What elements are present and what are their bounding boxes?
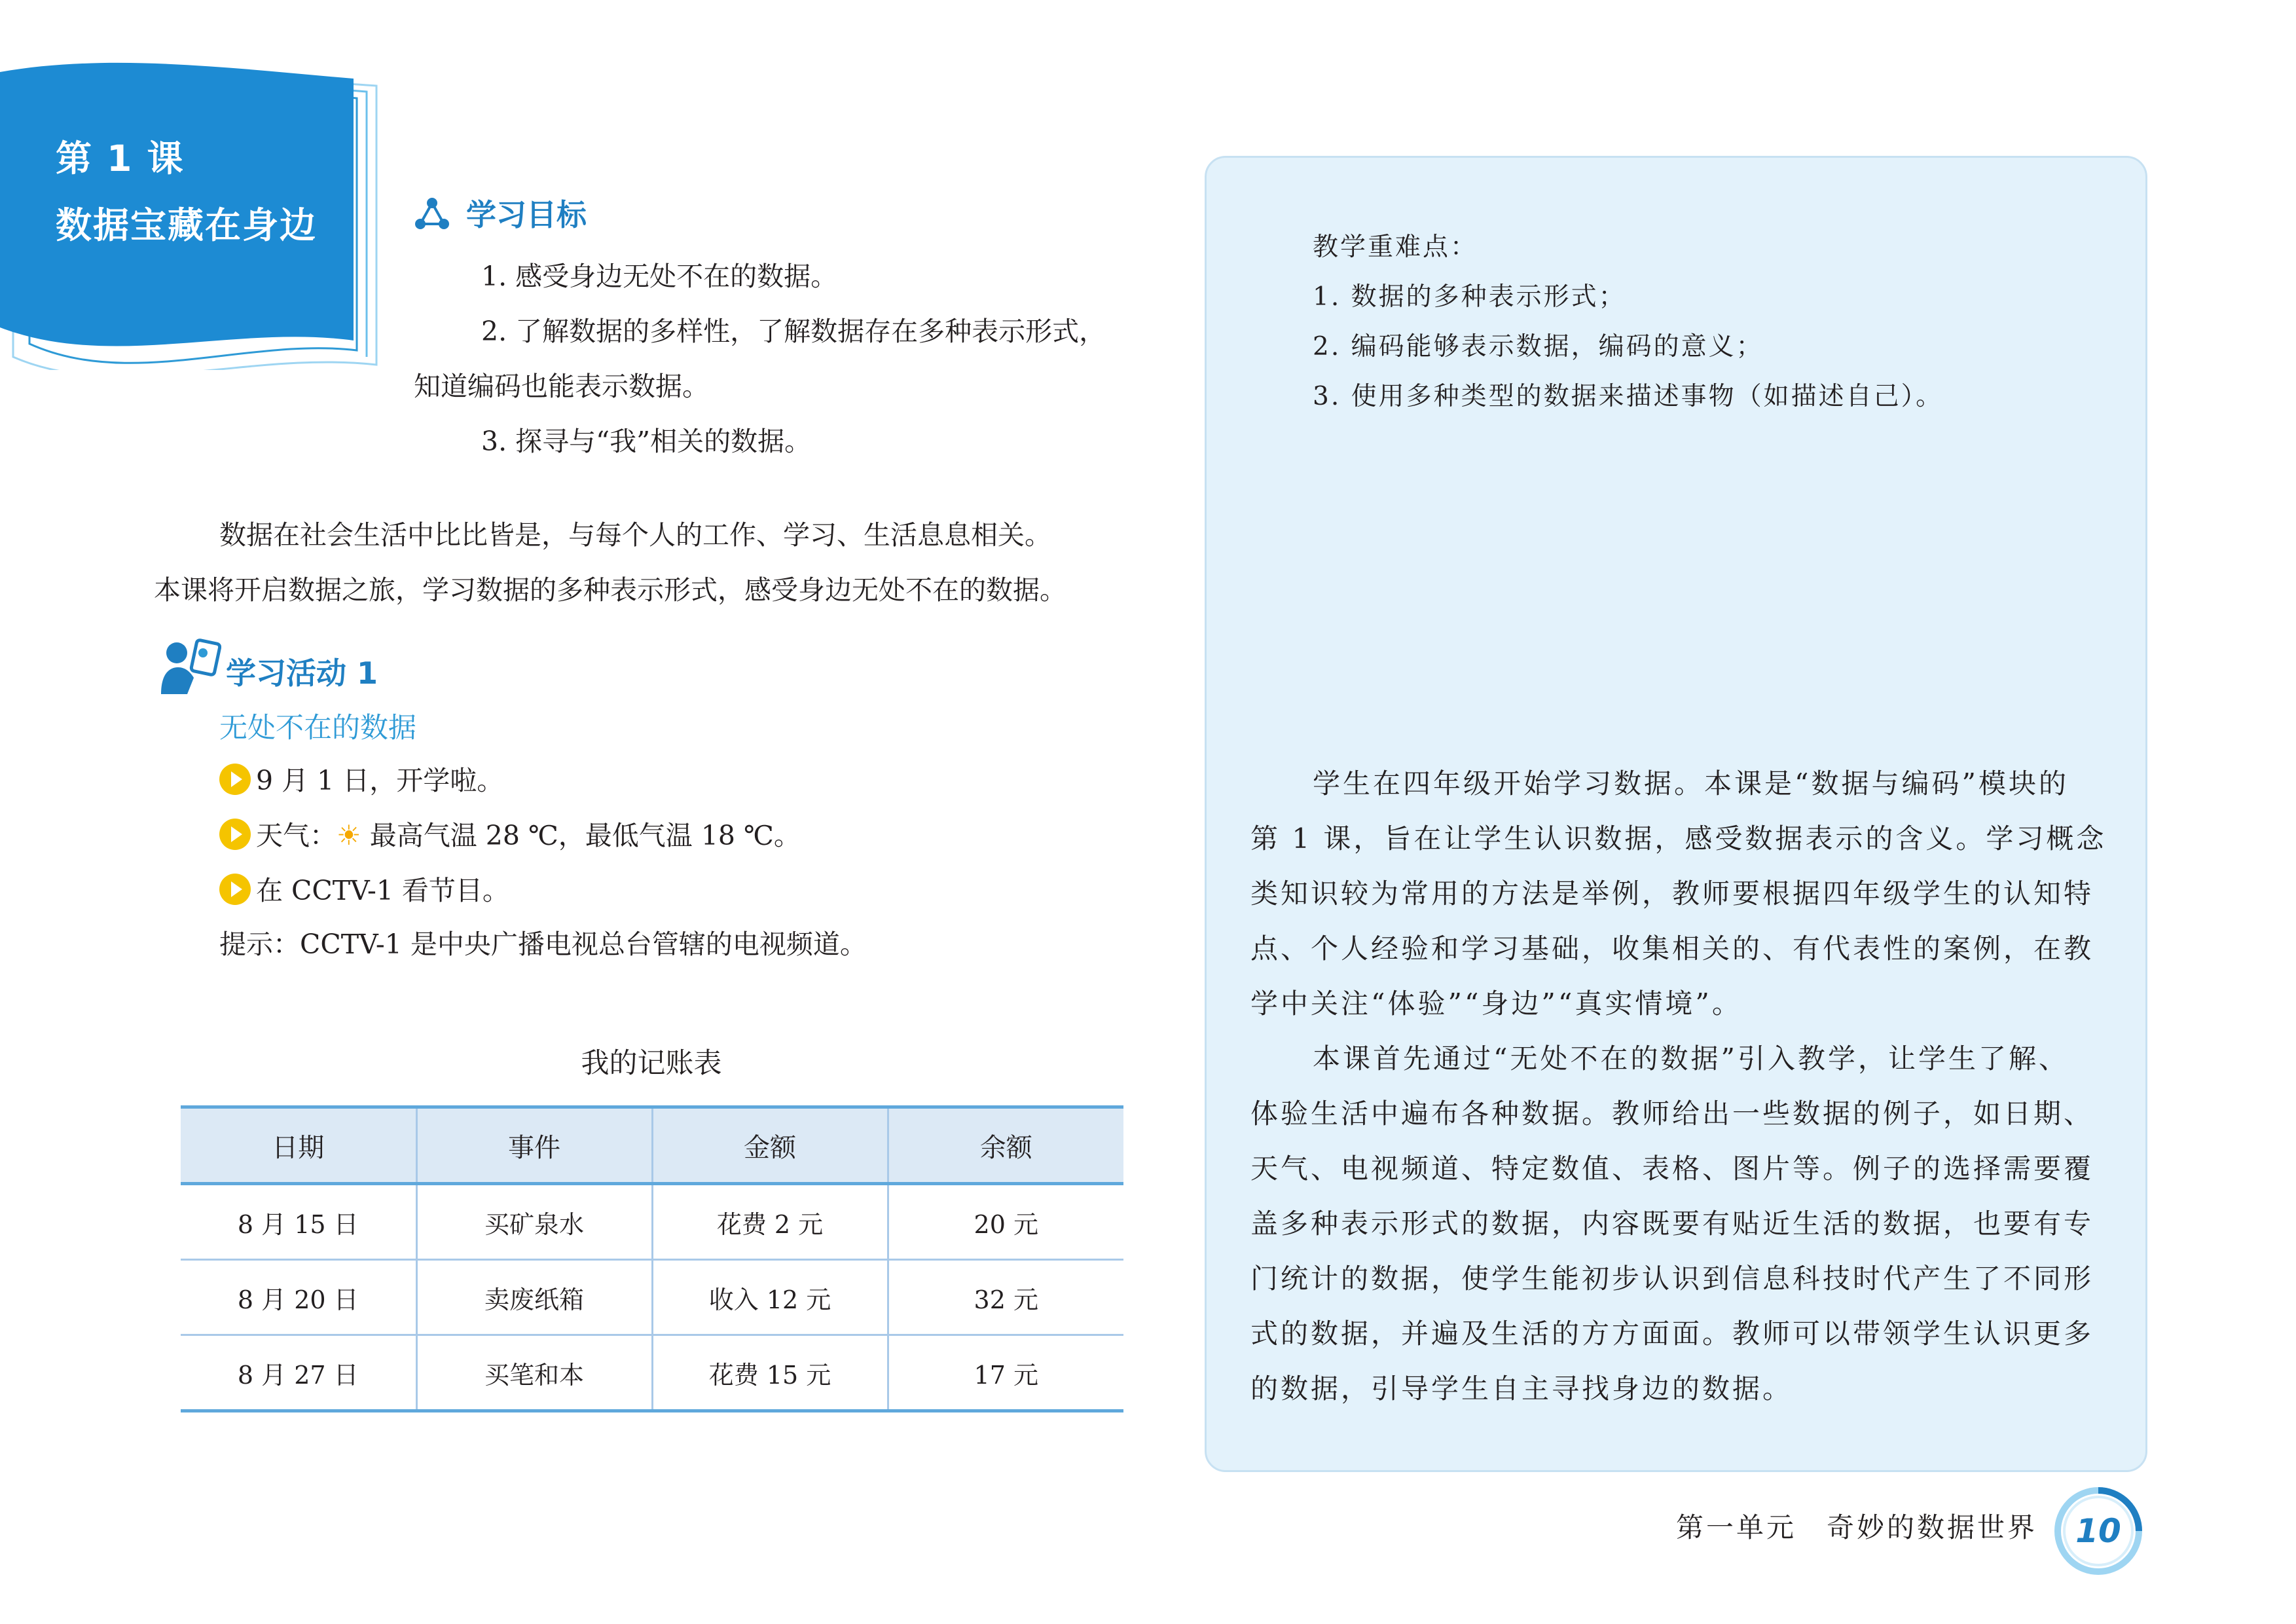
cell-balance: 20 元 bbox=[888, 1184, 1123, 1260]
notes-line: 盖多种表示形式的数据，内容既要有贴近生活的数据，也要有专 bbox=[1250, 1208, 2094, 1240]
sun-icon: ☀ bbox=[337, 819, 361, 851]
notes-line: 本课首先通过“无处不在的数据”引入教学，让学生了解、 bbox=[1313, 1043, 2069, 1075]
cell-amount: 花费 2 元 bbox=[652, 1184, 888, 1260]
intro-line-1: 数据在社会生活中比比皆是，与每个人的工作、学习、生活息息相关。 bbox=[219, 519, 1051, 551]
notes-line: 学生在四年级开始学习数据。本课是“数据与编码”模块的 bbox=[1313, 767, 2069, 800]
notes-line: 天气、电视频道、特定数值、表格、图片等。例子的选择需要覆 bbox=[1250, 1153, 2094, 1185]
notes-line: 式的数据，并遍及生活的方方面面。教师可以带领学生认识更多 bbox=[1250, 1318, 2094, 1350]
activity-item-tv: 在 CCTV-1 看节目。 bbox=[219, 863, 509, 918]
cell-event: 买矿泉水 bbox=[416, 1184, 652, 1260]
cell-event: 买笔和本 bbox=[416, 1335, 652, 1411]
objective-1: 1. 感受身边无处不在的数据。 bbox=[481, 261, 838, 292]
lesson-number: 第 1 课 bbox=[56, 138, 185, 179]
activity-hint: 提示：CCTV-1 是中央广播电视总台管辖的电视频道。 bbox=[219, 929, 867, 960]
activity-title: 学习活动 1 bbox=[226, 655, 378, 691]
unit-title: 第一单元 奇妙的数据世界 bbox=[1675, 1511, 2037, 1543]
key-point-1: 1. 数据的多种表示形式； bbox=[1313, 282, 1626, 312]
page-number: 10 bbox=[2075, 1512, 2121, 1550]
objective-3: 3. 探寻与“我”相关的数据。 bbox=[481, 426, 812, 457]
table-row bbox=[181, 1260, 1123, 1335]
cell-balance: 17 元 bbox=[888, 1335, 1123, 1411]
notes-line: 体验生活中遍布各种数据。教师给出一些数据的例子，如日期、 bbox=[1250, 1098, 2094, 1130]
cell-date: 8 月 20 日 bbox=[181, 1260, 416, 1335]
ledger-table bbox=[181, 1105, 1123, 1412]
activity-item-weather: 天气：☀ 最高气温 28 ℃，最低气温 18 ℃。 bbox=[219, 808, 801, 863]
intro-line-2: 本课将开启数据之旅，学习数据的多种表示形式，感受身边无处不在的数据。 bbox=[154, 574, 1066, 606]
table-header-row bbox=[181, 1107, 1123, 1184]
cell-balance: 32 元 bbox=[888, 1260, 1123, 1335]
student-tablet-icon bbox=[156, 638, 221, 697]
play-bullet-icon bbox=[219, 764, 251, 795]
notes-line: 第 1 课，旨在让学生认识数据，感受数据表示的含义。学习概念 bbox=[1250, 822, 2107, 855]
objective-2: 2. 了解数据的多样性，了解数据存在多种表示形式， bbox=[481, 316, 1106, 347]
header-amount: 金额 bbox=[652, 1107, 888, 1184]
key-point-3: 3. 使用多种类型的数据来描述事物（如描述自己）。 bbox=[1313, 382, 1944, 411]
objective-2-cont: 知道编码也能表示数据。 bbox=[414, 371, 709, 402]
cell-amount: 收入 12 元 bbox=[652, 1260, 888, 1335]
key-points-heading: 教学重难点： bbox=[1313, 232, 1478, 262]
cell-amount: 花费 15 元 bbox=[652, 1335, 888, 1411]
cell-date: 8 月 27 日 bbox=[181, 1335, 416, 1411]
notes-line: 学中关注“体验”“身边”“真实情境”。 bbox=[1250, 987, 1742, 1020]
notes-line: 类知识较为常用的方法是举例，教师要根据四年级学生的认知特 bbox=[1250, 877, 2094, 910]
key-point-2: 2. 编码能够表示数据，编码的意义； bbox=[1313, 332, 1764, 361]
activity-subtitle: 无处不在的数据 bbox=[219, 712, 416, 745]
header-event: 事件 bbox=[416, 1107, 652, 1184]
play-bullet-icon bbox=[219, 874, 251, 905]
table-row bbox=[181, 1335, 1123, 1411]
notes-line: 门统计的数据，使学生能初步认识到信息科技时代产生了不同形 bbox=[1250, 1263, 2094, 1295]
header-date: 日期 bbox=[181, 1107, 416, 1184]
cell-date: 8 月 15 日 bbox=[181, 1184, 416, 1260]
activity-item-date: 9 月 1 日，开学啦。 bbox=[219, 753, 503, 808]
cell-event: 卖废纸箱 bbox=[416, 1260, 652, 1335]
table-row bbox=[181, 1184, 1123, 1260]
lesson-title: 数据宝藏在身边 bbox=[56, 204, 318, 246]
header-balance: 余额 bbox=[888, 1107, 1123, 1184]
objectives-title: 学习目标 bbox=[466, 197, 587, 232]
notes-line: 的数据，引导学生自主寻找身边的数据。 bbox=[1250, 1373, 1793, 1405]
notes-line: 点、个人经验和学习基础，收集相关的、有代表性的案例，在教 bbox=[1250, 932, 2094, 965]
play-bullet-icon bbox=[219, 819, 251, 850]
ledger-caption: 我的记账表 bbox=[581, 1047, 722, 1080]
network-icon bbox=[412, 196, 452, 231]
